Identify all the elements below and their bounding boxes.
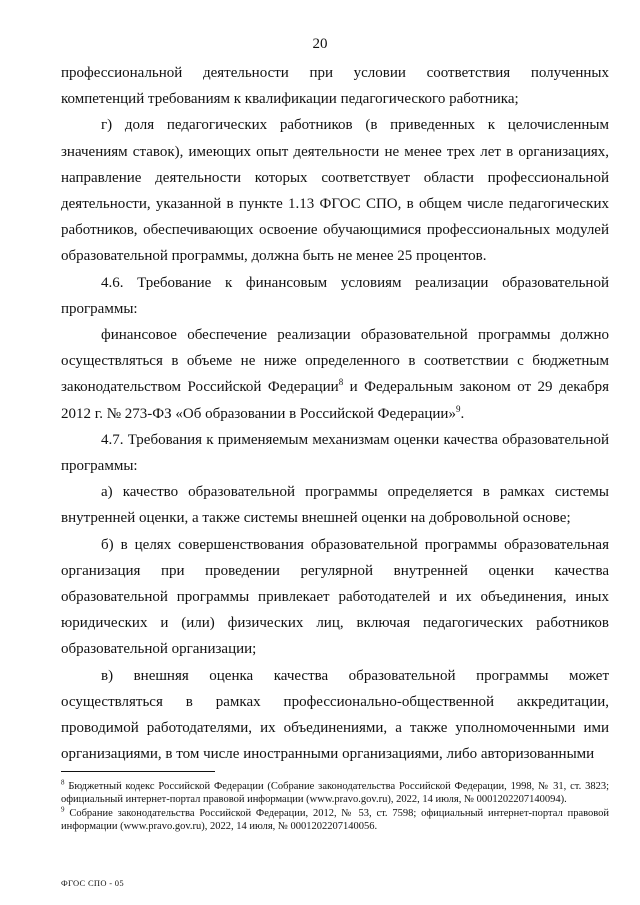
footnotes <box>61 780 609 834</box>
footnote-8-text: Бюджетный кодекс Российской Федерации (Собрание законодательства Российской Федерации, 1998, № 31, ст. 3823; официальный интернет-портал правовой информации (www.pravo.gov.ru), 2022, 14 июля, № 0001202207140094). <box>61 781 609 806</box>
financing-text-b: и Федеральным законом от 29 декабря 2012 г. № 273-ФЗ «Об образовании в Российской Федерации» <box>61 379 609 422</box>
page-number: 20 <box>312 36 328 52</box>
paragraph-item-g: г) доля педагогических работников (в приведенных к целочисленным значениям ставок), имеющих опыт деятельности не менее трех лет в организациях, направление деятельности которых соответствует области профессиональной деятельности, указанной в пункте 1.13 ФГОС СПО, в общем числе педагогических работников, обеспечивающих освоение обучающимися профессиональных модулей образовательной программы, должна быть не менее 25 процентов. <box>61 117 609 265</box>
paragraph-item-b: б) в целях совершенствования образовательной программы образовательная организация при проведении регулярной внутренней оценки качества образовательной программы привлекает работодателей и их объединения, иных юридических и (или) физических лиц, включая педагогических работников образовательной организации; <box>61 536 609 658</box>
paragraph-continuation: профессиональной деятельности при условии соответствия полученных компетенций требованиям к квалификации педагогического работника; <box>61 65 609 108</box>
footnote-9-text: Собрание законодательства Российской Федерации, 2012, № 53, ст. 7598; официальный интернет-портал правовой информации (www.pravo.gov.ru), 2022, 14 июля, № 0001202207140056. <box>61 807 609 833</box>
paragraph-financing <box>61 322 609 427</box>
footnote-separator <box>61 771 215 772</box>
paragraph-item-a: а) качество образовательной программы определяется в рамках системы внутренней оценки, а также системы внешней оценки на добровольной основе; <box>61 484 609 527</box>
footnote-mark-9: 9 <box>61 805 65 814</box>
footnote-8 <box>61 780 609 807</box>
body-text <box>61 60 609 767</box>
footnote-ref-8: 8 <box>338 377 344 388</box>
financing-text-c: . <box>460 405 465 422</box>
footnote-mark-8: 8 <box>61 778 65 787</box>
paragraph-item-v: в) внешняя оценка качества образовательной программы может осуществляться в рамках профессионально-общественной аккредитации, проводимой работодателями, их объединениями, а также уполномоченными ими организациями, в том числе иностранными организациями, либо авторизованными <box>61 667 609 763</box>
paragraph-section-4-6: 4.6. Требование к финансовым условиям реализации образовательной программы: <box>61 274 609 317</box>
footnote-ref-9: 9 <box>455 403 461 414</box>
paragraph-section-4-7: 4.7. Требования к применяемым механизмам оценки качества образовательной программы: <box>61 431 609 475</box>
footnote-9 <box>61 807 609 834</box>
footer-code: ФГОС СПО - 05 <box>61 878 124 888</box>
financing-text-a: финансовое обеспечение реализации образовательной программы должно осуществляться в объеме не ниже определенного в соответствии с бюджетным законодательством Российской Федерации <box>61 327 609 396</box>
